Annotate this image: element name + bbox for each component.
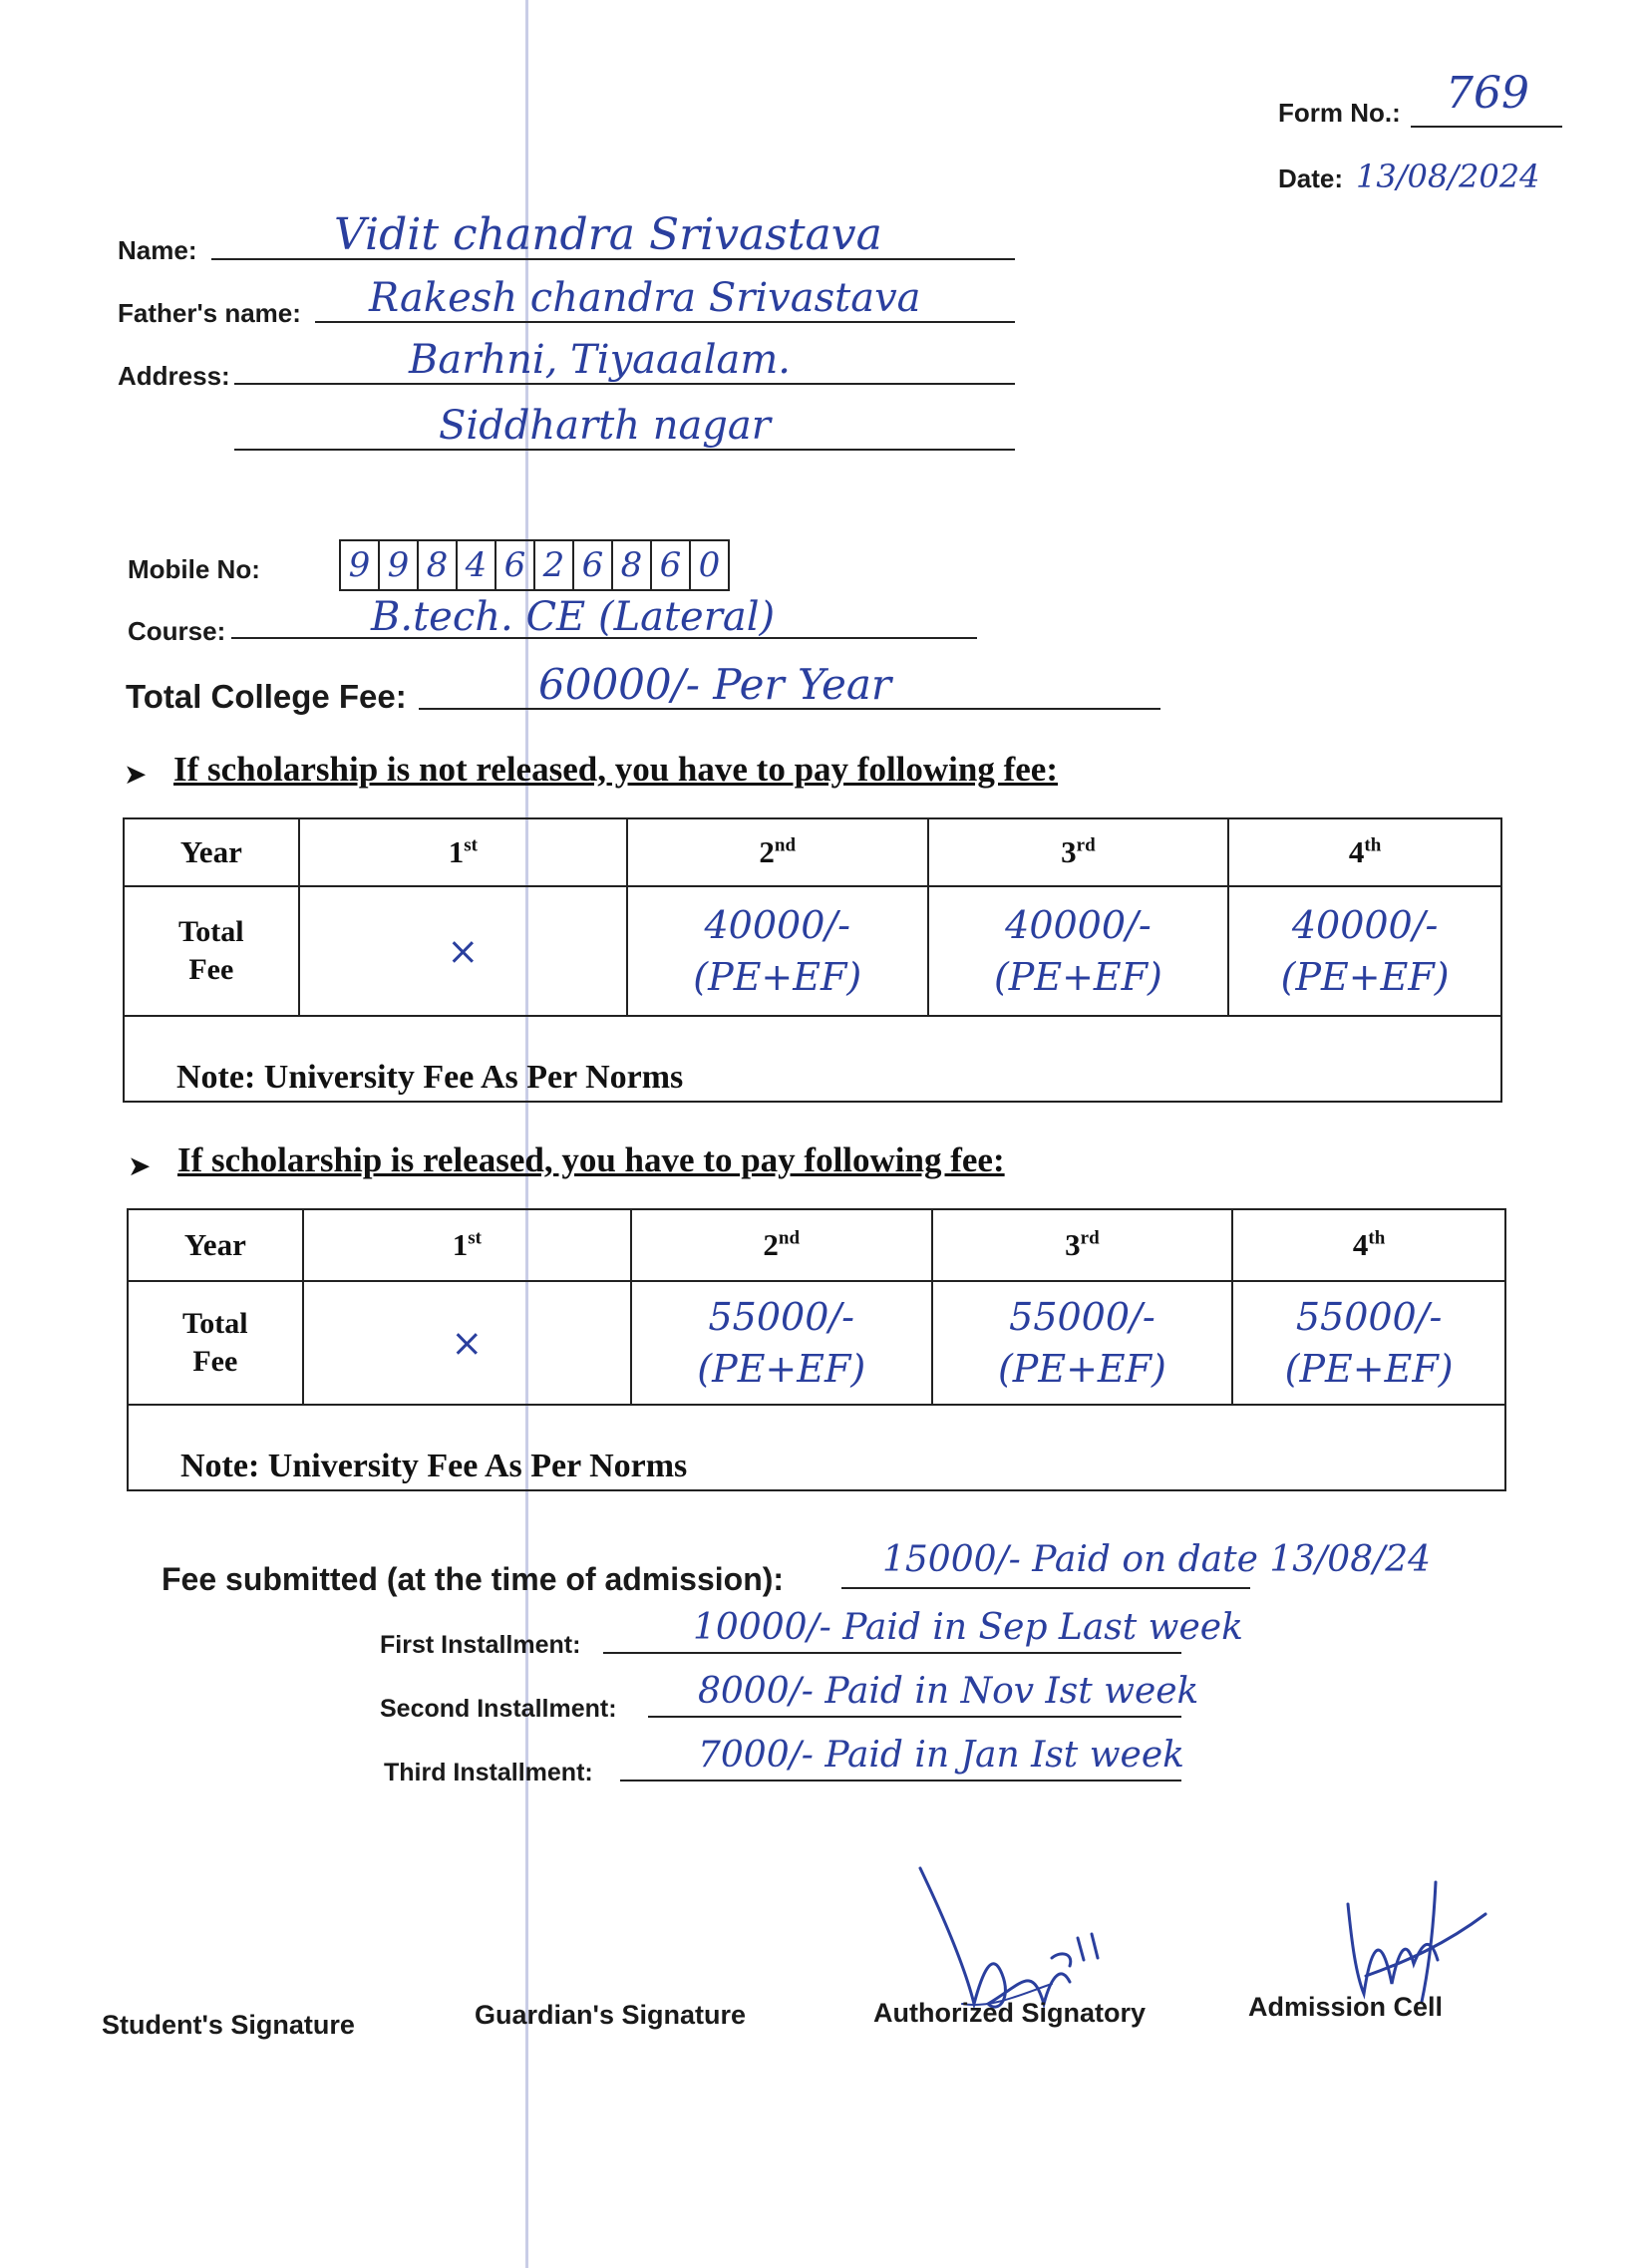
father-underline (315, 321, 1015, 323)
fee-submitted-underline (841, 1587, 1250, 1589)
arrow-bullet-icon: ➤ (128, 1150, 152, 1181)
fee-amount: × (447, 929, 480, 973)
year-sup: st (464, 834, 478, 856)
fee-detail: (PE+EF) (697, 1347, 866, 1391)
date-value: 13/08/2024 (1356, 158, 1540, 195)
fee-detail: (PE+EF) (997, 1347, 1166, 1391)
year-sup: st (468, 1227, 482, 1249)
fee-amount: 55000/- (708, 1295, 855, 1339)
mobile-digit: 9 (380, 541, 419, 589)
fee-table-not-released (123, 817, 1502, 1103)
name-value: Vidit chandra Srivastava (334, 209, 882, 260)
second-installment-value: 8000/- Paid in Nov Ist week (698, 1671, 1199, 1712)
address-line-2: Siddharth nagar (439, 403, 771, 449)
fee-detail: (PE+EF) (993, 955, 1162, 999)
year-header: Year (124, 818, 299, 886)
year-num: 3 (1065, 1227, 1081, 1262)
year-1-header (299, 818, 627, 886)
authorized-signatory-label: Authorized Signatory (873, 1998, 1147, 2028)
year-num: 4 (1348, 834, 1365, 869)
address-label: Address: (118, 361, 230, 391)
table-row (128, 1209, 1505, 1281)
mobile-digit: 6 (496, 541, 535, 589)
third-installment-label: Third Installment: (384, 1759, 593, 1786)
fee-label: Fee (192, 1345, 238, 1378)
table-row (124, 1016, 1501, 1102)
student-signature-label: Student's Signature (102, 2010, 355, 2040)
arrow-bullet-icon: ➤ (124, 759, 148, 790)
year-3-fee (932, 1281, 1233, 1405)
form-no-label: Form No.: (1278, 98, 1401, 128)
year-num: 3 (1061, 834, 1077, 869)
mobile-digit: 9 (341, 541, 380, 589)
fee-amount: 55000/- (1009, 1295, 1155, 1339)
first-installment-value: 10000/- Paid in Sep Last week (693, 1607, 1243, 1648)
admission-cell-label: Admission Cell (1248, 1992, 1444, 2022)
guardian-signature-label: Guardian's Signature (475, 2000, 746, 2030)
father-value: Rakesh chandra Srivastava (369, 275, 921, 321)
year-2-header (627, 818, 928, 886)
name-label: Name: (118, 235, 197, 265)
year-1-header (303, 1209, 631, 1281)
father-label: Father's name: (118, 298, 301, 328)
mobile-digit-boxes (339, 539, 730, 591)
year-2-fee (627, 886, 928, 1016)
mobile-digit: 6 (652, 541, 691, 589)
year-num: 4 (1352, 1227, 1369, 1262)
table-row (128, 1281, 1505, 1405)
year-2-header (631, 1209, 932, 1281)
year-sup: nd (774, 834, 797, 856)
year-num: 1 (452, 1227, 469, 1262)
mobile-digit: 0 (698, 545, 721, 585)
address-underline-1 (234, 383, 1015, 385)
total-fee-value: 60000/- Per Year (538, 660, 892, 709)
first-installment-underline (603, 1652, 1181, 1654)
table-row (124, 886, 1501, 1016)
fee-label: Fee (188, 953, 234, 986)
year-4-fee (1228, 886, 1501, 1016)
year-3-header (932, 1209, 1233, 1281)
address-underline-2 (234, 449, 1015, 451)
mobile-digit: 8 (613, 541, 652, 589)
second-installment-label: Second Installment: (380, 1695, 617, 1723)
course-label: Course: (128, 616, 226, 646)
date-label: Date: (1278, 163, 1344, 193)
fee-amount: 40000/- (1291, 903, 1439, 947)
fee-table-released (127, 1208, 1506, 1491)
year-1-fee (303, 1281, 631, 1405)
fee-detail: (PE+EF) (1284, 1347, 1454, 1391)
first-installment-label: First Installment: (380, 1631, 581, 1659)
fee-detail: (PE+EF) (693, 955, 862, 999)
third-installment-value: 7000/- Paid in Jan Ist week (698, 1735, 1184, 1776)
second-installment-underline (648, 1716, 1181, 1718)
fee-submitted-label: Fee submitted (at the time of admission): (162, 1561, 785, 1597)
year-4-fee (1232, 1281, 1505, 1405)
mobile-digit: 4 (458, 541, 496, 589)
year-4-header (1228, 818, 1501, 886)
fee-amount: × (451, 1321, 484, 1365)
address-line-1: Barhni, Tiyaaalam. (409, 337, 792, 383)
total-fee-label: Total College Fee: (126, 678, 407, 715)
total-fee-row-label (128, 1281, 303, 1405)
released-heading: If scholarship is released, you have to pay following fee: (177, 1140, 1005, 1179)
year-num: 2 (759, 834, 775, 869)
year-sup: nd (778, 1227, 801, 1249)
fee-amount: 40000/- (1005, 903, 1152, 947)
fee-detail: (PE+EF) (1280, 955, 1450, 999)
total-label: Total (178, 915, 244, 948)
mobile-digit: 6 (574, 541, 613, 589)
year-sup: th (1368, 1227, 1386, 1249)
year-2-fee (631, 1281, 932, 1405)
year-num: 1 (448, 834, 465, 869)
fee-amount: 55000/- (1295, 1295, 1443, 1339)
year-3-fee (928, 886, 1229, 1016)
year-header: Year (128, 1209, 303, 1281)
table-row (124, 818, 1501, 886)
year-sup: rd (1076, 834, 1096, 856)
total-fee-row-label (124, 886, 299, 1016)
fee-amount: 40000/- (704, 903, 851, 947)
year-1-fee (299, 886, 627, 1016)
mobile-label: Mobile No: (128, 554, 260, 584)
course-value: B.tech. CE (Lateral) (371, 594, 776, 640)
year-sup: th (1364, 834, 1382, 856)
fee-submitted-value: 15000/- Paid on date 13/08/24 (882, 1539, 1432, 1580)
not-released-heading: If scholarship is not released, you have to pay following fee: (173, 750, 1058, 789)
table-row (128, 1405, 1505, 1490)
total-label: Total (182, 1307, 248, 1340)
year-4-header (1232, 1209, 1505, 1281)
mobile-digit: 8 (419, 541, 458, 589)
third-installment-underline (620, 1780, 1181, 1782)
university-fee-note: Note: University Fee As Per Norms (124, 1016, 1501, 1102)
university-fee-note: Note: University Fee As Per Norms (128, 1405, 1505, 1490)
year-num: 2 (763, 1227, 779, 1262)
year-3-header (928, 818, 1229, 886)
form-no-underline (1411, 126, 1562, 128)
year-sup: rd (1080, 1227, 1100, 1249)
form-no-value: 769 (1446, 68, 1529, 119)
mobile-digit: 2 (535, 541, 574, 589)
